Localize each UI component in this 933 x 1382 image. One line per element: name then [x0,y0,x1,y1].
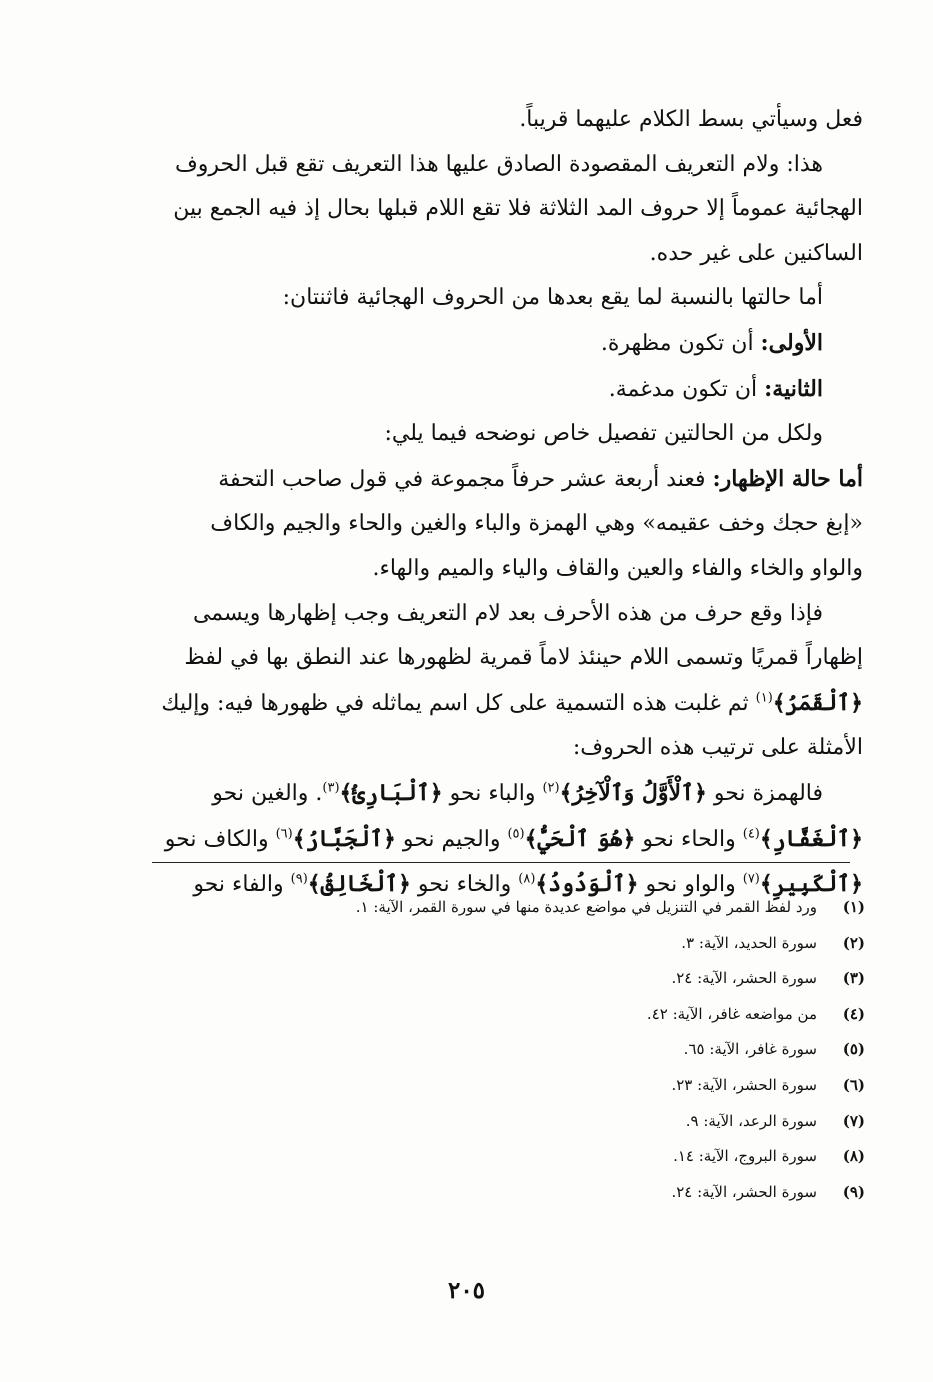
text-span: والفاء نحو [193,872,291,898]
footnote-ref: (٩) [290,871,308,887]
heading-second: الثانية: [764,375,823,402]
footnote-ref: (٧) [742,871,760,887]
text-span: . والغين نحو [212,780,323,806]
footnote [85,890,865,926]
quran-word: ﴿ٱلْكَبِيرِ﴾ [759,871,863,898]
footnote [85,1175,865,1211]
text-span: أن تكون مظهرة. [600,330,761,356]
footnote-number: (٥) [842,1040,865,1059]
footnote-ref: (٣) [322,780,340,796]
footnote-divider [152,862,850,863]
text-line: الأمثلة على ترتيب هذه الحروف: [572,735,863,761]
heading-izhar: أما حالة الإظهار: [712,465,863,492]
text-line: والواو والخاء والفاء والعين والقاف والياء والميم والهاء. [372,555,863,581]
text-line: ولكل من الحالتين تفصيل خاص نوضحه فيما يلي: [384,421,823,447]
footnote-text: من مواضعه غافر، الآية: ٤٢. [646,1004,817,1023]
quran-word: ﴿ٱلْقَمَرُ﴾ [772,689,863,716]
footnote [85,1104,865,1140]
text-span: فالهمزة نحو [706,780,823,806]
footnote-text: سورة الحشر، الآية: ٢٤. [671,969,817,988]
text-line: هذا: ولام التعريف المقصودة الصادق عليها هذا التعريف تقع قبل الحروف [174,151,823,177]
footnote-ref: (٨) [518,871,536,887]
text-line [68,457,863,503]
text-line [68,681,863,727]
footnote-number: (٨) [842,1147,865,1166]
footnote-ref: (١) [755,690,773,706]
text-span: والحاء نحو [635,826,743,852]
text-span: والواو نحو [638,872,743,898]
quran-word: ﴿ٱلْخَالِقُ﴾ [307,871,411,898]
footnote-text: سورة البروج، الآية: ١٤. [673,1147,817,1166]
text-line [68,771,863,817]
footnote [85,1032,865,1068]
footnote [85,961,865,997]
footnote-text: سورة الحشر، الآية: ٢٤. [671,1182,817,1201]
footnote-text: ورد لفظ القمر في التنزيل في مواضع عديدة منها في سورة القمر، الآية: ١. [355,898,817,916]
quran-word: ﴿ٱلْوَدُودُ﴾ [535,871,639,898]
heading-first: الأولى: [760,329,823,356]
footnote [85,1068,865,1104]
text-line [68,321,863,367]
footnote-number: (٦) [842,1075,865,1094]
footnote-ref: (٤) [742,826,760,842]
footnote-number: (١) [842,898,865,916]
footnote-ref: (٦) [275,826,293,842]
text-line [68,367,863,413]
main-text [68,98,863,908]
footnote-number: (٤) [842,1004,865,1023]
text-span: أن تكون مدغمة. [608,376,765,402]
text-span: والخاء نحو [410,872,519,898]
text-line: إظهاراً قمريًا وتسمى اللام حينئذ لاماً قمرية لظهورها عند النطق بها في لفظ [184,645,863,671]
text-span: فعند أربعة عشر حرفاً مجموعة في قول صاحب التحفة [218,466,713,492]
footnote [85,997,865,1033]
page-number: ٢٠٥ [447,1277,486,1304]
footnote-text: سورة الرعد، الآية: ٩. [685,1111,817,1130]
footnote-number: (٩) [842,1182,865,1201]
quran-word: ﴿ٱلْجَبَّارُ﴾ [292,825,396,852]
footnote-number: (٧) [842,1111,865,1130]
text-line: فعل وسيأتي بسط الكلام عليهما قريباً. [519,107,863,132]
footnote-text: سورة الحشر، الآية: ٢٣. [671,1075,817,1094]
text-line: الهجائية عموماً إلا حروف المد الثلاثة فلا تقع اللام قبلها بحال إذ فيه الجمع بين [173,196,863,222]
text-line: «إبغ حجك وخف عقيمه» وهي الهمزة والباء والغين والحاء والجيم والكاف [210,511,863,537]
footnote [85,1139,865,1175]
quran-word: ﴿ٱلْأَوَّلُ وَٱلْآخِرُ﴾ [559,779,707,806]
footnote-ref: (٥) [507,826,525,842]
quran-word: ﴿ٱلْبَارِئُ﴾ [339,779,443,806]
footnote-number: (٢) [842,933,865,952]
footnote-number: (٣) [842,969,865,988]
text-line: الساكنين على غير حده. [649,240,863,266]
footnote [85,926,865,962]
text-span: والجيم نحو [395,826,508,852]
footnote-text: سورة غافر، الآية: ٦٥. [683,1040,817,1059]
text-span: والباء نحو [442,780,543,806]
footnotes [85,890,865,1210]
text-line [68,817,863,863]
text-line: أما حالتها بالنسبة لما يقع بعدها من الحروف الهجائية فاثنتان: [282,285,823,311]
text-span: والكاف نحو [164,826,276,852]
footnote-ref: (٢) [542,780,560,796]
quran-word: ﴿هُوَ ٱلْحَيُّ﴾ [524,825,636,852]
text-line: فإذا وقع حرف من هذه الأحرف بعد لام التعريف وجب إظهارها ويسمى [192,600,823,626]
text-span: ثم غلبت هذه التسمية على كل اسم يماثله في ظهورها فيه: وإليك [161,690,756,716]
footnote-text: سورة الحديد، الآية: ٣. [681,933,817,952]
quran-word: ﴿ٱلْغَفَّارِ﴾ [759,825,863,852]
